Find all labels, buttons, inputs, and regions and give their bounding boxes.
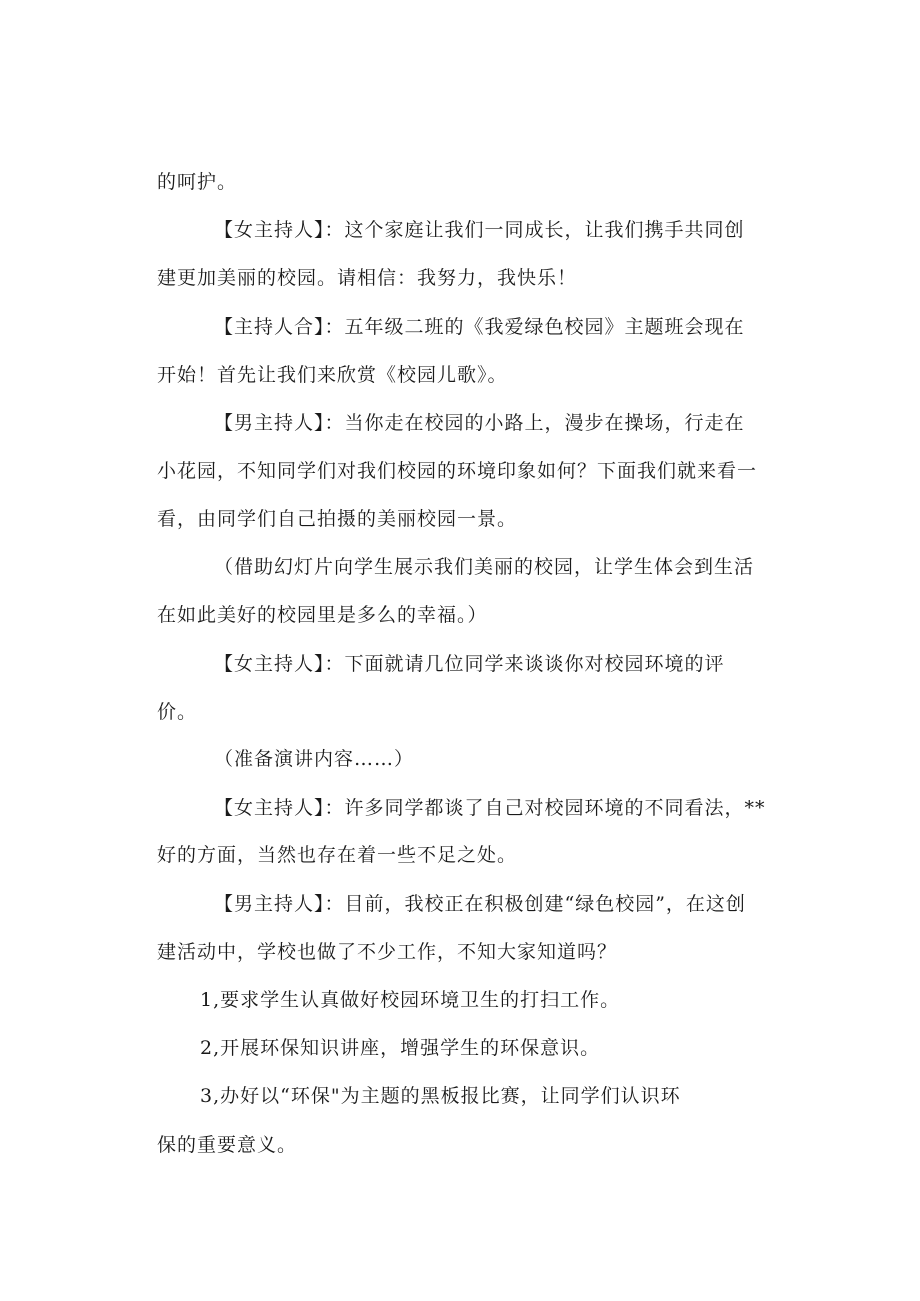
text-line: 在如此美好的校园里是多么的幸福。） [157, 604, 488, 626]
text-line: 建活动中，学校也做了不少工作，不知大家知道吗？ [157, 941, 618, 963]
text-line: 【主持人合】：五年级二班的《我爱绿色校园》主题班会现在 [214, 316, 745, 338]
text-line: 看，由同学们自己拍摄的美丽校园一景。 [157, 508, 518, 530]
text-line: 的呵护。 [157, 171, 238, 193]
text-line: 开始！首先让我们来欣赏《校园儿歌》。 [157, 364, 508, 386]
text-line: 【女主持人】：下面就请几位同学来谈谈你对校园环境的评 [214, 653, 725, 675]
list-item: 1,要求学生认真做好校园环境卫生的打扫工作。 [200, 989, 621, 1011]
text-line: 价。 [157, 701, 198, 723]
text-line: 【女主持人】：这个家庭让我们一同成长，让我们携手共同创 [214, 219, 745, 241]
text-line: 【女主持人】：许多同学都谈了自己对校园环境的不同看法，** [214, 797, 766, 819]
text-line: （准备演讲内容……） [214, 748, 415, 770]
list-item: 3,办好以“环保"为主题的黑板报比赛，让同学们认识环 [200, 1085, 681, 1107]
list-item: 2,开展环保知识讲座，增强学生的环保意识。 [200, 1037, 601, 1059]
text-line: 建更加美丽的校园。请相信：我努力，我快乐！ [157, 267, 578, 289]
text-line: 【男主持人】：当你走在校园的小路上，漫步在操场，行走在 [214, 412, 745, 434]
text-line: 小花园，不知同学们对我们校园的环境印象如何？下面我们就来看一 [157, 460, 758, 482]
text-line: 【男主持人】：目前，我校正在积极创建“绿色校园”，在这创 [214, 893, 746, 915]
text-line: 好的方面，当然也存在着一些不足之处。 [157, 844, 518, 866]
text-line: （借助幻灯片向学生展示我们美丽的校园，让学生体会到生活 [214, 556, 755, 578]
text-line: 保的重要意义。 [157, 1134, 298, 1156]
